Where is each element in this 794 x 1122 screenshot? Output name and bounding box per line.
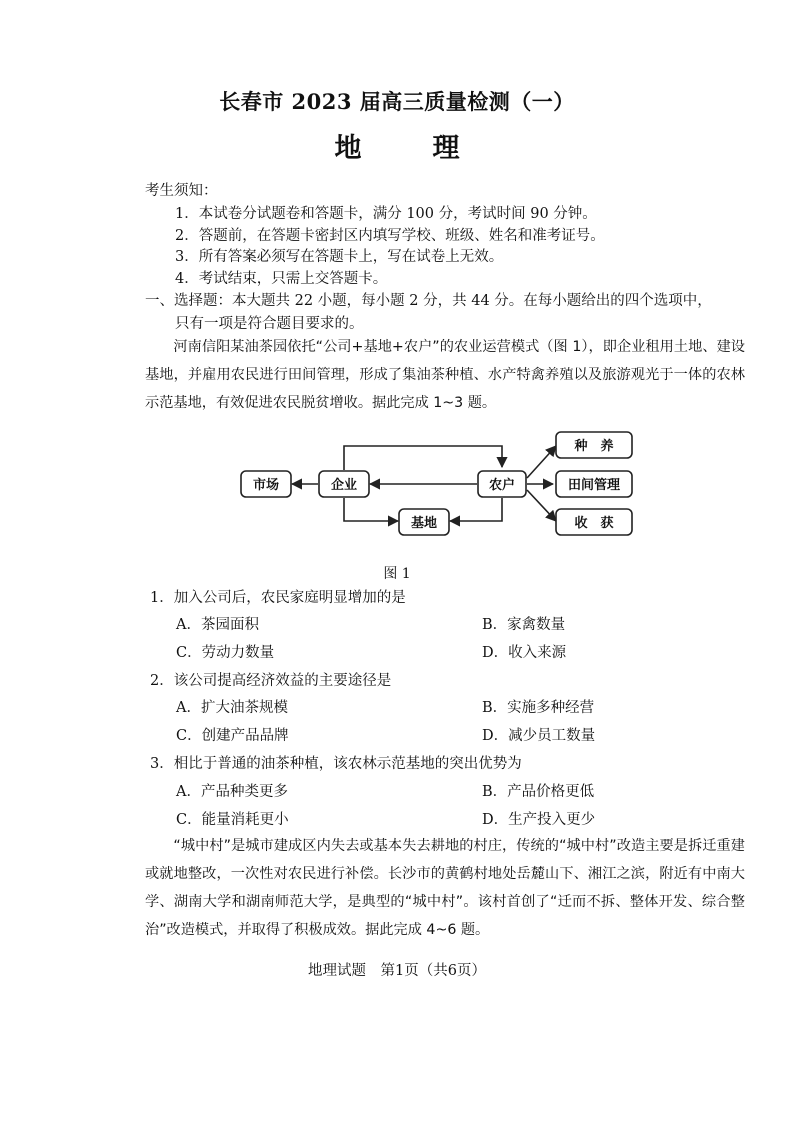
notice-heading: 考生须知： [145, 183, 218, 199]
svg-text:种 养: 种 养 [574, 439, 614, 454]
arrow-company-base [344, 498, 398, 521]
arrow-farmer-breeding [527, 446, 556, 478]
box-market [241, 471, 291, 497]
subject-title: 地 理 [334, 133, 482, 164]
question-3-stem: 3．相比于普通的油茶种植，该农林示范基地的突出优势为 [150, 756, 522, 772]
arrow-farmer-harvest [527, 490, 556, 521]
box-farmer [478, 471, 526, 497]
question-1-option-d: D．收入来源 [482, 645, 567, 661]
svg-text:基地: 基地 [410, 516, 438, 531]
question-2-option-c: C．创建产品品牌 [176, 728, 289, 744]
section-heading-cont: 只有一项是符合题目要求的。 [175, 316, 364, 332]
svg-text:农户: 农户 [488, 478, 516, 493]
box-harvest [556, 509, 632, 535]
box-field-management [556, 471, 632, 497]
question-2-option-a: A．扩大油茶规模 [176, 700, 288, 716]
notice-item: 1．本试卷分试题卷和答题卡，满分 100 分，考试时间 90 分钟。 [175, 206, 597, 222]
question-1-stem: 1．加入公司后，农民家庭明显增加的是 [150, 590, 406, 606]
question-1-option-c: C．劳动力数量 [176, 645, 275, 661]
question-2-stem: 2．该公司提高经济效益的主要途径是 [150, 673, 392, 689]
svg-text:市场: 市场 [252, 478, 280, 493]
question-3-option-c: C．能量消耗更小 [176, 812, 289, 828]
question-3-option-d: D．生产投入更少 [482, 812, 596, 828]
page-footer: 地理试题 第1页（共6页） [308, 963, 486, 979]
box-base [399, 509, 449, 535]
notice-item: 4．考试结束，只需上交答题卡。 [175, 271, 388, 287]
section-heading: 一、选择题：本大题共 22 小题，每小题 2 分，共 44 分。在每小题给出的四个选项中， [145, 293, 712, 309]
question-1-option-a: A．茶园面积 [176, 617, 259, 633]
notice-item: 3．所有答案必须写在答题卡上，写在试卷上无效。 [175, 249, 504, 265]
question-3-option-b: B．产品价格更低 [482, 784, 595, 800]
arrow-farmer-base [450, 498, 502, 521]
question-2-option-d: D．减少员工数量 [482, 728, 596, 744]
box-company [319, 471, 369, 497]
figure-caption: 图 1 [383, 566, 411, 582]
box-breeding [556, 432, 632, 458]
svg-text:田间管理: 田间管理 [567, 478, 621, 493]
notice-item: 2．答题前，在答题卡密封区内填写学校、班级、姓名和准考证号。 [175, 228, 605, 244]
question-2-option-b: B．实施多种经营 [482, 700, 595, 716]
arrow-company-farmer [344, 446, 502, 470]
svg-text:收 获: 收 获 [574, 516, 614, 531]
exam-title: 长春市 2023 届高三质量检测（一） [219, 89, 575, 114]
question-1-option-b: B．家禽数量 [482, 617, 566, 633]
passage-2: “城中村”是城市建成区内失去或基本失去耕地的村庄，传统的“城中村”改造主要是拆迁重建或就地整改，一次性对农民进行补偿。长沙市的黄鹤村地处岳麓山下、湘江之滨，附近有中南大学、湖南大学和湖南师范大学，是典型的“城中村”。该村首创了“迁而不拆、整体开发、综合整治”改造模式，并取得了积极成效。据此完成 4~6 题。 [145, 838, 745, 938]
svg-text:企业: 企业 [330, 478, 358, 493]
question-3-option-a: A．产品种类更多 [176, 784, 288, 800]
passage-1: 河南信阳某油茶园依托“公司+基地+农户”的农业运营模式（图 1），即企业租用土地、建设基地，并雇用农民进行田间管理，形成了集油茶种植、水产特禽养殖以及旅游观光于一体的农林示范基地，有效促进农民脱贫增收。据此完成 1~3 题。 [145, 339, 745, 411]
